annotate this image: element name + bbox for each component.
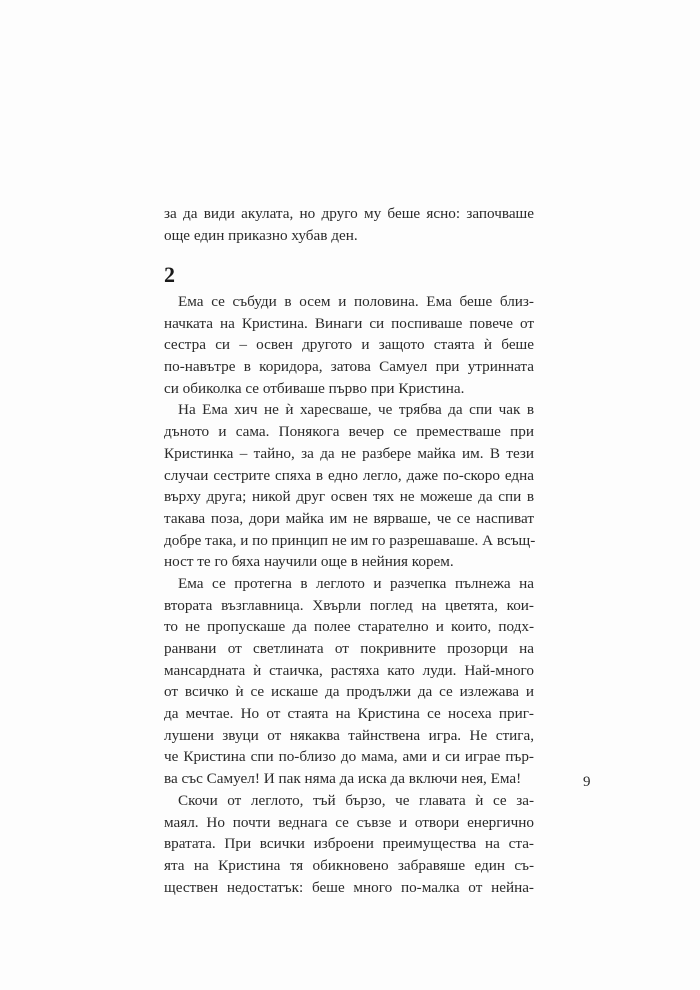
- text-line: сестра си – освен другото и защото стаята ѝ беше: [164, 336, 534, 354]
- text-line: ност те го бяха научили още в нейния корем.: [164, 553, 454, 571]
- text-line: от всичко ѝ се искаше да продължи да се излежава и: [164, 683, 534, 701]
- chapter-ending-paragraph: [164, 203, 534, 246]
- text-line: мансардната ѝ стаичка, растяха като луди. Най-много: [164, 661, 534, 679]
- text-line: случаи сестрите спяха в едно легло, даже по-скоро една: [164, 466, 534, 484]
- text-line: маял. Но почти веднага се съвзе и отвори енергично: [164, 813, 534, 831]
- text-line: че Кристина спи по-близо до мама, ами и си играе пър-: [164, 748, 534, 766]
- chapter-number: 2: [164, 262, 175, 287]
- text-line: Кристинка – тайно, за да не разбере майка им. В тези: [164, 444, 534, 462]
- text-line: ранвани от светлината от покривните прозорци на: [164, 640, 534, 657]
- page-number: 9: [583, 774, 591, 790]
- text-line: начката на Кристина. Винаги си поспиваше повече от: [164, 314, 534, 332]
- text-line: такава поза, дори майка им не вярваше, че се наспиват: [164, 509, 534, 527]
- text-line: вратата. При всички изброени преимущества на ста-: [164, 835, 534, 853]
- text-line: Ема се протегна в леглото и разчепка пълнежа на: [178, 574, 534, 592]
- text-line: да мечтае. Но от стаята на Кристина се носеха приг-: [164, 705, 534, 723]
- text-line: то не пропускаше да полее старателно и които, подх-: [164, 618, 534, 636]
- text-line: лушени звуци от някаква тайнствена игра. Не стига,: [164, 726, 534, 744]
- text-line: Ема се събуди в осем и половина. Ема беше близ-: [178, 293, 534, 310]
- chapter-body: [164, 291, 534, 898]
- text-line: ята на Кристина тя обикновено забравяше един съ-: [164, 856, 534, 874]
- text-line: още един приказно хубав ден.: [164, 226, 358, 244]
- text-line: втората възглавница. Хвърли поглед на цветята, кои-: [164, 596, 534, 614]
- text-line: На Ема хич не ѝ харесваше, че трябва да спи чак в: [178, 401, 534, 419]
- text-line: по-навътре в коридора, затова Самуел при утринната: [164, 358, 534, 376]
- text-line: си обиколка се отбиваше първо при Кристина.: [164, 379, 465, 397]
- text-line: добре така, и по принцип не им го разрешаваше. А всъщ-: [164, 531, 536, 549]
- text-line: ва със Самуел! И пак няма да иска да включи нея, Ема!: [164, 770, 522, 788]
- text-line: ществен недостатък: беше много по-малка от нейна-: [164, 878, 534, 896]
- text-line: дъното и сама. Понякога вечер се преместваше при: [164, 423, 534, 441]
- text-line: върху друга; никой друг освен тях не можеше да спи в: [164, 488, 534, 506]
- text-line: за да види акулата, но друго му беше ясно: започваше: [164, 205, 534, 222]
- text-line: Скочи от леглото, тъй бързо, че главата ѝ се за-: [178, 791, 534, 809]
